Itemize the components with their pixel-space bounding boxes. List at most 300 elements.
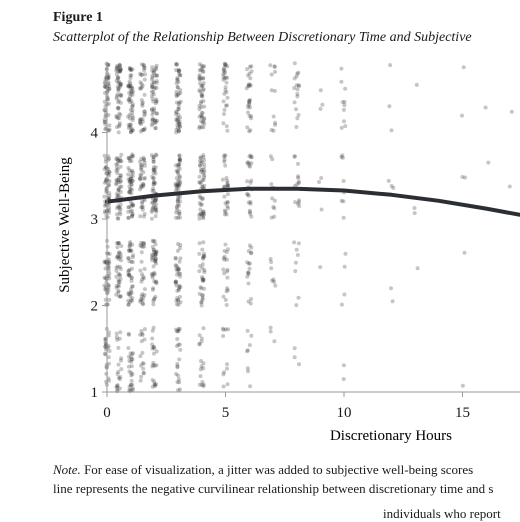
data-point bbox=[200, 67, 204, 71]
x-tick-label: 5 bbox=[222, 405, 230, 421]
data-point bbox=[387, 104, 391, 108]
note-line-1 bbox=[53, 460, 493, 479]
data-point bbox=[129, 177, 133, 181]
data-point bbox=[150, 118, 154, 122]
data-point bbox=[225, 276, 229, 280]
data-point bbox=[270, 128, 274, 132]
data-point bbox=[296, 253, 300, 257]
data-point bbox=[131, 93, 135, 97]
figure-note bbox=[53, 460, 493, 498]
data-point bbox=[175, 302, 179, 306]
data-point bbox=[225, 289, 229, 293]
data-point bbox=[273, 284, 277, 288]
data-point bbox=[152, 160, 156, 164]
data-point bbox=[223, 164, 227, 168]
note-text-1: For ease of visualization, a jitter was added to subjective well-being scores bbox=[81, 462, 473, 477]
data-point bbox=[116, 100, 120, 104]
data-point bbox=[339, 80, 343, 84]
data-point bbox=[245, 349, 249, 353]
data-point bbox=[152, 176, 156, 180]
data-point bbox=[178, 256, 182, 260]
data-point bbox=[222, 160, 226, 164]
data-point bbox=[128, 76, 132, 80]
data-point bbox=[139, 117, 143, 121]
data-point bbox=[140, 163, 144, 167]
data-point bbox=[138, 121, 142, 125]
data-point bbox=[155, 73, 159, 77]
data-point bbox=[202, 178, 206, 182]
data-point bbox=[198, 217, 202, 221]
data-point bbox=[106, 245, 110, 249]
data-point bbox=[296, 176, 300, 180]
data-point bbox=[114, 157, 118, 161]
data-point bbox=[295, 248, 299, 252]
data-point bbox=[222, 155, 226, 159]
data-point bbox=[175, 273, 179, 277]
data-point bbox=[141, 302, 145, 306]
data-point bbox=[151, 286, 155, 290]
data-point bbox=[222, 112, 226, 116]
data-point bbox=[249, 334, 253, 338]
data-point bbox=[248, 209, 252, 213]
data-point bbox=[295, 116, 299, 120]
data-point bbox=[224, 243, 228, 247]
data-point bbox=[340, 126, 344, 130]
data-point bbox=[177, 357, 181, 361]
data-point bbox=[342, 179, 346, 183]
data-point bbox=[221, 268, 225, 272]
data-point bbox=[115, 386, 119, 390]
data-point bbox=[117, 80, 121, 84]
data-point bbox=[343, 100, 347, 104]
data-point bbox=[177, 105, 181, 109]
data-point bbox=[108, 123, 112, 127]
data-point bbox=[199, 367, 203, 371]
data-point bbox=[127, 98, 131, 102]
data-point bbox=[142, 276, 146, 280]
data-point bbox=[268, 63, 272, 67]
data-point bbox=[226, 327, 230, 331]
data-point bbox=[107, 170, 111, 174]
data-point bbox=[246, 193, 250, 197]
data-point bbox=[202, 81, 206, 85]
data-point bbox=[150, 217, 154, 221]
x-tick-label: 15 bbox=[455, 405, 470, 421]
data-point bbox=[117, 278, 121, 282]
data-point bbox=[115, 256, 119, 260]
data-point bbox=[200, 304, 204, 308]
data-point bbox=[103, 85, 107, 89]
data-point bbox=[226, 268, 230, 272]
data-point bbox=[143, 287, 147, 291]
data-point bbox=[225, 250, 229, 254]
data-point bbox=[131, 260, 135, 264]
data-point bbox=[138, 269, 142, 273]
fit-curve bbox=[107, 189, 519, 215]
data-point bbox=[104, 372, 108, 376]
data-point bbox=[224, 63, 228, 67]
data-point bbox=[126, 299, 130, 303]
data-point bbox=[224, 76, 228, 80]
data-point bbox=[318, 265, 322, 269]
data-point bbox=[293, 61, 297, 65]
data-point bbox=[342, 103, 346, 107]
data-point bbox=[141, 295, 145, 299]
data-point bbox=[152, 80, 156, 84]
data-point bbox=[177, 113, 181, 117]
data-point bbox=[390, 128, 394, 132]
data-point bbox=[463, 176, 467, 180]
data-point bbox=[199, 155, 203, 159]
data-point bbox=[130, 352, 134, 356]
data-point bbox=[293, 269, 297, 273]
data-point bbox=[223, 212, 227, 216]
data-point bbox=[115, 125, 119, 129]
data-point bbox=[118, 70, 122, 74]
data-point bbox=[127, 332, 131, 336]
data-point bbox=[154, 214, 158, 218]
data-point bbox=[294, 303, 298, 307]
data-point bbox=[140, 250, 144, 254]
data-point bbox=[140, 260, 144, 264]
data-point bbox=[139, 379, 143, 383]
data-point bbox=[129, 191, 133, 195]
data-point bbox=[269, 260, 273, 264]
data-point bbox=[317, 180, 321, 184]
data-point bbox=[119, 356, 123, 360]
data-point bbox=[389, 286, 393, 290]
data-point bbox=[118, 375, 122, 379]
data-point bbox=[176, 329, 180, 333]
data-point bbox=[130, 170, 134, 174]
data-point bbox=[222, 195, 226, 199]
data-point bbox=[269, 266, 273, 270]
data-point bbox=[140, 82, 144, 86]
data-point bbox=[391, 186, 395, 190]
data-point bbox=[269, 330, 273, 334]
data-point bbox=[202, 270, 206, 274]
data-point bbox=[202, 211, 206, 215]
data-point bbox=[107, 298, 111, 302]
data-point bbox=[222, 385, 226, 389]
data-point bbox=[201, 297, 205, 301]
data-point bbox=[342, 216, 346, 220]
data-point bbox=[150, 123, 154, 127]
data-point bbox=[143, 78, 147, 82]
x-axis-label: Discretionary Hours bbox=[330, 428, 452, 444]
data-point bbox=[246, 111, 250, 115]
data-point bbox=[178, 348, 182, 352]
data-point bbox=[177, 130, 181, 134]
data-point bbox=[297, 362, 301, 366]
data-point bbox=[130, 279, 134, 283]
data-point bbox=[226, 96, 230, 100]
data-point bbox=[118, 210, 122, 214]
data-point bbox=[127, 126, 131, 130]
data-point bbox=[222, 92, 226, 96]
data-point bbox=[319, 107, 323, 111]
data-point bbox=[142, 63, 146, 67]
data-point bbox=[152, 189, 156, 193]
data-point bbox=[143, 93, 147, 97]
data-point bbox=[126, 210, 130, 214]
data-point bbox=[221, 178, 225, 182]
data-point bbox=[245, 67, 249, 71]
data-point bbox=[339, 67, 343, 71]
data-point bbox=[131, 118, 135, 122]
data-point bbox=[174, 118, 178, 122]
data-point bbox=[152, 296, 156, 300]
data-point bbox=[138, 187, 142, 191]
data-point bbox=[197, 269, 201, 273]
data-point bbox=[175, 337, 179, 341]
data-point bbox=[273, 123, 277, 127]
data-point bbox=[198, 342, 202, 346]
data-point bbox=[103, 120, 107, 124]
data-point bbox=[198, 241, 202, 245]
data-point bbox=[118, 330, 122, 334]
data-point bbox=[296, 87, 300, 91]
data-point bbox=[115, 93, 119, 97]
data-point bbox=[297, 83, 301, 87]
data-point bbox=[175, 78, 179, 82]
data-point bbox=[342, 377, 346, 381]
data-point bbox=[174, 280, 178, 284]
data-point bbox=[107, 174, 111, 178]
data-point bbox=[139, 130, 143, 134]
data-point bbox=[198, 163, 202, 167]
data-point bbox=[462, 65, 466, 69]
data-point bbox=[246, 329, 250, 333]
data-point bbox=[225, 129, 229, 133]
data-point bbox=[154, 67, 158, 71]
data-point bbox=[128, 80, 132, 84]
data-point bbox=[154, 126, 158, 130]
data-point bbox=[138, 354, 142, 358]
data-point bbox=[142, 215, 146, 219]
data-point bbox=[292, 240, 296, 244]
y-tick-label: 1 bbox=[91, 385, 99, 401]
data-point bbox=[223, 255, 227, 259]
data-point bbox=[139, 298, 143, 302]
data-point bbox=[319, 176, 323, 180]
data-point bbox=[176, 365, 180, 369]
data-point bbox=[139, 87, 143, 91]
data-point bbox=[177, 380, 181, 384]
data-point bbox=[273, 70, 277, 74]
data-point bbox=[248, 200, 252, 204]
data-point bbox=[199, 119, 203, 123]
data-point bbox=[222, 295, 226, 299]
data-point bbox=[175, 344, 179, 348]
data-point bbox=[126, 346, 130, 350]
data-point bbox=[297, 296, 301, 300]
data-point bbox=[176, 249, 180, 253]
note-line-2: line represents the negative curvilinear relationship between discretionary time and s bbox=[53, 479, 493, 498]
data-point bbox=[174, 256, 178, 260]
data-point bbox=[139, 167, 143, 171]
data-point bbox=[198, 78, 202, 82]
data-point bbox=[178, 176, 182, 180]
data-point bbox=[198, 175, 202, 179]
data-point bbox=[226, 382, 230, 386]
data-point bbox=[225, 303, 229, 307]
data-point bbox=[103, 154, 107, 158]
data-point bbox=[415, 83, 419, 87]
data-point bbox=[225, 103, 229, 107]
data-point bbox=[150, 201, 154, 205]
data-point bbox=[130, 364, 134, 368]
data-point bbox=[154, 210, 158, 214]
data-point bbox=[130, 111, 134, 115]
data-point bbox=[297, 241, 301, 245]
data-point bbox=[153, 383, 157, 387]
data-point bbox=[201, 240, 205, 244]
data-point bbox=[201, 257, 205, 261]
data-point bbox=[510, 110, 514, 114]
data-point bbox=[154, 153, 158, 157]
data-point bbox=[320, 208, 324, 212]
data-point bbox=[114, 115, 118, 119]
data-point bbox=[245, 161, 249, 165]
data-point bbox=[197, 252, 201, 256]
data-point bbox=[246, 369, 250, 373]
data-point bbox=[129, 205, 133, 209]
data-point bbox=[246, 74, 250, 78]
data-point bbox=[461, 384, 465, 388]
y-tick-label: 4 bbox=[91, 126, 99, 142]
data-point bbox=[107, 183, 111, 187]
data-point bbox=[150, 85, 154, 89]
data-point bbox=[142, 158, 146, 162]
data-point bbox=[130, 213, 134, 217]
data-point bbox=[119, 294, 123, 298]
x-tick-label: 10 bbox=[337, 405, 352, 421]
data-point bbox=[155, 112, 159, 116]
data-point bbox=[294, 125, 298, 129]
data-point bbox=[118, 63, 122, 67]
data-point bbox=[249, 251, 253, 255]
data-point bbox=[127, 291, 131, 295]
data-point bbox=[119, 258, 123, 262]
data-point bbox=[201, 216, 205, 220]
data-point bbox=[131, 104, 135, 108]
fit-curve-layer bbox=[107, 189, 519, 215]
data-point bbox=[142, 177, 146, 181]
data-point bbox=[142, 242, 146, 246]
data-point bbox=[416, 266, 420, 270]
data-point bbox=[151, 378, 155, 382]
data-point bbox=[128, 244, 132, 248]
data-point bbox=[104, 190, 108, 194]
data-point bbox=[201, 125, 205, 129]
data-point bbox=[178, 216, 182, 220]
data-point bbox=[176, 265, 180, 269]
data-point bbox=[293, 346, 297, 350]
data-point bbox=[118, 274, 122, 278]
data-point bbox=[119, 94, 123, 98]
data-point bbox=[129, 187, 133, 191]
data-point bbox=[178, 243, 182, 247]
data-point bbox=[248, 343, 252, 347]
data-point bbox=[128, 274, 132, 278]
data-point bbox=[293, 355, 297, 359]
y-tick-label: 2 bbox=[91, 299, 99, 315]
data-point bbox=[199, 101, 203, 105]
data-point bbox=[117, 106, 121, 110]
data-point bbox=[152, 264, 156, 268]
data-point bbox=[150, 255, 154, 259]
data-point bbox=[143, 109, 147, 113]
data-point bbox=[248, 384, 252, 388]
data-point bbox=[141, 104, 145, 108]
x-tick-label: 0 bbox=[103, 405, 111, 421]
data-point bbox=[223, 108, 227, 112]
data-point bbox=[175, 184, 179, 188]
data-point bbox=[269, 182, 273, 186]
data-point bbox=[126, 115, 130, 119]
data-point bbox=[222, 99, 226, 103]
data-point bbox=[460, 114, 464, 118]
data-point bbox=[387, 179, 391, 183]
data-point bbox=[463, 251, 467, 255]
data-point bbox=[342, 108, 346, 112]
data-point bbox=[319, 88, 323, 92]
data-point bbox=[103, 100, 107, 104]
data-point bbox=[342, 363, 346, 367]
data-point bbox=[117, 363, 121, 367]
data-point bbox=[342, 119, 346, 123]
data-point bbox=[115, 245, 119, 249]
data-point bbox=[131, 357, 135, 361]
data-point bbox=[102, 108, 106, 112]
data-point bbox=[341, 199, 345, 203]
data-point bbox=[200, 159, 204, 163]
data-point bbox=[115, 286, 119, 290]
data-point bbox=[344, 252, 348, 256]
data-point bbox=[155, 64, 159, 68]
data-point bbox=[140, 73, 144, 77]
data-point bbox=[320, 103, 324, 107]
data-point bbox=[293, 76, 297, 80]
data-point bbox=[175, 94, 179, 98]
data-point bbox=[222, 370, 226, 374]
data-point bbox=[174, 68, 178, 72]
data-point bbox=[139, 174, 143, 178]
data-point bbox=[127, 259, 131, 263]
data-point bbox=[200, 293, 204, 297]
data-point bbox=[388, 63, 392, 67]
scatter-points bbox=[102, 61, 513, 393]
data-point bbox=[141, 170, 145, 174]
data-point bbox=[115, 332, 119, 336]
data-point bbox=[126, 216, 130, 220]
data-point bbox=[200, 266, 204, 270]
data-point bbox=[115, 96, 119, 100]
data-point bbox=[202, 105, 206, 109]
data-point bbox=[296, 202, 300, 206]
data-point bbox=[293, 155, 297, 159]
data-point bbox=[141, 205, 145, 209]
data-point bbox=[342, 293, 346, 297]
data-point bbox=[140, 272, 144, 276]
data-point bbox=[245, 125, 249, 129]
data-point bbox=[127, 156, 131, 160]
data-point bbox=[202, 361, 206, 365]
data-point bbox=[201, 88, 205, 92]
data-point bbox=[269, 326, 273, 330]
data-point bbox=[128, 268, 132, 272]
